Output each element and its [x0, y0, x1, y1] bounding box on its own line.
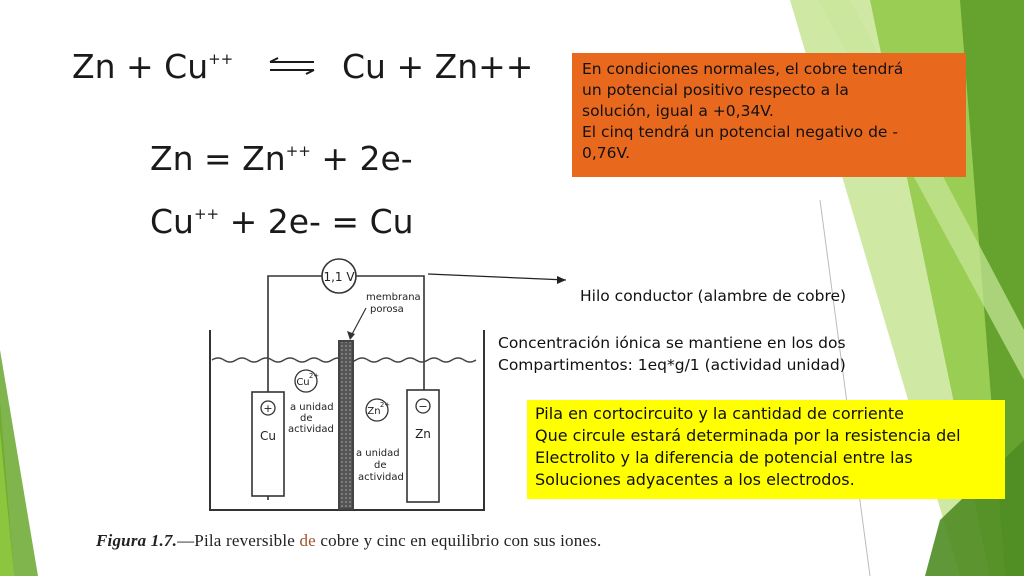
- voltmeter-reading: 1,1 V: [323, 270, 355, 284]
- concentration-line: Concentración iónica se mantiene en los dos: [498, 334, 846, 352]
- left-ion-charge: 2+: [308, 372, 320, 380]
- right-electrode-label: Zn: [415, 427, 431, 441]
- equation-text: Zn = Zn: [150, 139, 286, 178]
- right-activity-2: de: [374, 460, 387, 471]
- equation-text: Zn + Cu: [72, 47, 209, 86]
- equation-text: + 2e-: [310, 139, 413, 178]
- note-line: un potencial positivo respecto a la: [582, 81, 849, 99]
- concentration-line: Compartimentos: 1eq*g/1 (actividad unidad): [498, 356, 846, 374]
- superscript-charge: ++: [208, 49, 234, 68]
- right-activity-3: actividad: [358, 472, 404, 483]
- membrane-pointer-arrowhead: [347, 331, 355, 340]
- membrane-label-2: porosa: [370, 304, 404, 315]
- equation-text: Cu: [150, 202, 194, 241]
- superscript-charge: ++: [193, 204, 220, 223]
- wire-pointer-arrowhead: [557, 276, 566, 284]
- note-line: Que circule estará determinada por la resistencia del: [535, 426, 961, 445]
- note-line: Soluciones adyacentes a los electrodos.: [535, 470, 855, 489]
- note-line: En condiciones normales, el cobre tendrá: [582, 60, 904, 78]
- note-line: solución, igual a +0,34V.: [582, 102, 774, 120]
- note-line: Electrolito y la diferencia de potencial entre las: [535, 448, 913, 467]
- left-ion-label: Cu: [296, 377, 310, 388]
- wire-label: Hilo conductor (alambre de cobre): [580, 287, 847, 305]
- left-activity-1: a unidad: [290, 402, 334, 413]
- left-electrode-label: Cu: [260, 429, 276, 443]
- caption-highlight: de: [299, 531, 316, 550]
- membrane-label-1: membrana: [366, 292, 421, 303]
- caption-text: cobre y cinc en equilibrio con sus iones.: [315, 531, 602, 550]
- superscript-charge: ++: [285, 141, 311, 160]
- figure-caption: [96, 531, 601, 551]
- left-activity-2: de: [300, 413, 313, 424]
- wire-pointer-line: [428, 274, 566, 280]
- note-line: El cinq tendrá un potencial negativo de -: [582, 123, 898, 141]
- right-ion-charge: 2+: [379, 401, 391, 409]
- right-sign: −: [418, 400, 428, 413]
- caption-label: Figura 1.7.: [96, 531, 178, 550]
- right-activity-1: a unidad: [356, 448, 400, 459]
- equation-text: + 2e- = Cu: [219, 202, 414, 241]
- caption-text: —Pila reversible: [177, 531, 300, 550]
- equation-line-1-right: Cu + Zn++: [342, 47, 534, 86]
- left-sign: +: [263, 402, 273, 415]
- right-ion-label: Zn: [367, 406, 381, 417]
- left-activity-3: actividad: [288, 424, 334, 435]
- note-line: 0,76V.: [582, 144, 631, 162]
- note-line: Pila en cortocircuito y la cantidad de corriente: [535, 404, 905, 423]
- porous-membrane-hatch: [340, 342, 352, 508]
